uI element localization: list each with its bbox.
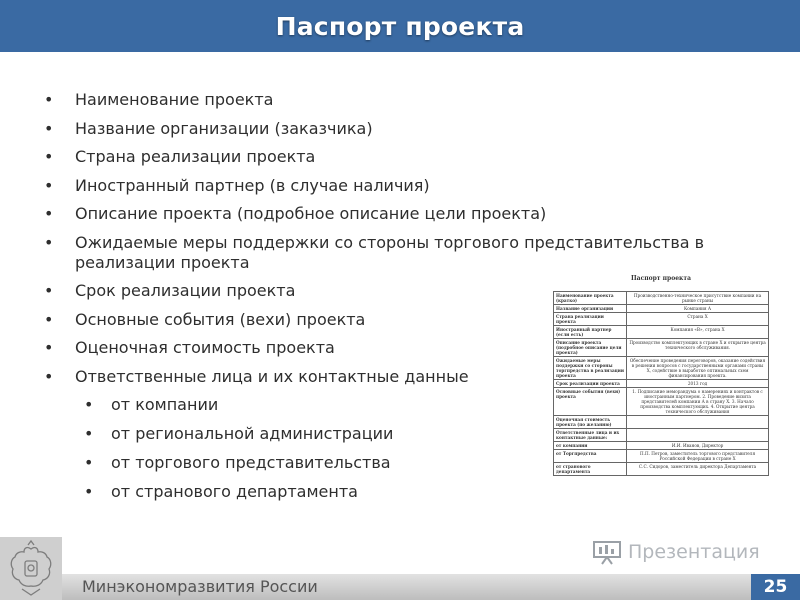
document-row xyxy=(554,339,769,357)
document-field-value xyxy=(627,416,769,429)
document-field-value: Обеспечение проведения переговоров, оказание содействия в решении вопросов с государственными органами страны Х, содействие в выработке оптимальных схем финансирования проекта. xyxy=(627,357,769,380)
document-field-value: Страна Х xyxy=(627,313,769,326)
header-bar xyxy=(0,0,800,52)
document-row xyxy=(554,450,769,463)
page-number: 25 xyxy=(751,574,800,600)
document-field-label: от компании xyxy=(554,442,627,450)
watermark-text: Презентация xyxy=(628,541,760,563)
bullet-item: • Оценочная стоимость проекта xyxy=(44,338,764,358)
document-row xyxy=(554,442,769,450)
document-table xyxy=(553,291,769,476)
sub-bullet-item: • от компании xyxy=(44,395,764,415)
document-row xyxy=(554,292,769,305)
sub-bullet-item: • от странового департамента xyxy=(44,482,764,502)
bullet-item: • Наименование проекта xyxy=(44,90,764,110)
document-field-value: С.С. Сидоров, заместитель директора Департамента xyxy=(627,463,769,476)
document-field-label: Оценочная стоимость проекта (по желанию) xyxy=(554,416,627,429)
document-field-value: Производственно-техническое присутствие компании на рынке страны xyxy=(627,292,769,305)
bullet-item: • Иностранный партнер (в случае наличия) xyxy=(44,176,764,196)
document-row xyxy=(554,388,769,416)
bullet-item: • Ответственные лица и их контактные данные xyxy=(44,367,764,387)
bullet-item: • Основные события (вехи) проекта xyxy=(44,310,764,330)
document-field-value: 1. Подписание меморандума о намерениях и контрактов с иностранным партнером. 2. Проведение визита представителей компании А в страну Х. 3. Начало производства комплектующих. 4. Открытие центра технического обслуживания xyxy=(627,388,769,416)
document-field-label: Страна реализации проекта xyxy=(554,313,627,326)
sub-bullet-item: • от торгового представительства xyxy=(44,453,764,473)
document-field-label: Основные события (вехи) проекта xyxy=(554,388,627,416)
document-row xyxy=(554,463,769,476)
document-field-value: Компания А xyxy=(627,305,769,313)
document-row xyxy=(554,416,769,429)
passport-document-image xyxy=(553,275,769,558)
bullet-item: • Ожидаемые меры поддержки со стороны торгового представительства в реализации проекта xyxy=(44,233,764,273)
document-row xyxy=(554,357,769,380)
document-row xyxy=(554,313,769,326)
bullet-item: • Срок реализации проекта xyxy=(44,281,764,301)
bullet-item: • Описание проекта (подробное описание цели проекта) xyxy=(44,204,764,224)
double-headed-eagle-icon xyxy=(0,537,62,600)
document-field-label: Ожидаемые меры поддержки со стороны торгпредства в реализации проекта xyxy=(554,357,627,380)
ministry-name: Минэкономразвития России xyxy=(82,577,318,596)
document-field-value xyxy=(627,429,769,442)
document-row xyxy=(554,305,769,313)
document-field-label: Ответственные лица и их контактные данные: xyxy=(554,429,627,442)
bullet-item: • Страна реализации проекта xyxy=(44,147,764,167)
document-title: Паспорт проекта xyxy=(631,275,691,282)
document-row xyxy=(554,380,769,388)
sub-bullet-item: • от региональной администрации xyxy=(44,424,764,444)
bullet-item: • Название организации (заказчика) xyxy=(44,119,764,139)
document-field-value: Компания «В», страна Х xyxy=(627,326,769,339)
coat-of-arms-emblem xyxy=(0,537,62,600)
document-field-label: Название организации xyxy=(554,305,627,313)
document-field-label: Срок реализации проекта xyxy=(554,380,627,388)
presentation-icon xyxy=(592,539,622,565)
slide-title: Паспорт проекта xyxy=(275,11,525,41)
document-field-label: Иностранный партнер (если есть) xyxy=(554,326,627,339)
document-field-label: от странового департамента xyxy=(554,463,627,476)
watermark xyxy=(592,534,782,570)
document-field-label: Наименование проекта (кратко) xyxy=(554,292,627,305)
document-field-value: И.И. Иванов, Директор xyxy=(627,442,769,450)
document-field-label: Описание проекта (подробное описание цели проекта) xyxy=(554,339,627,357)
document-row xyxy=(554,429,769,442)
document-field-value: П.П. Петров, заместитель торгового представителя Российской Федерации в стране Х xyxy=(627,450,769,463)
document-field-value: Производство комплектующих в стране Х и открытие центра технического обслуживания. xyxy=(627,339,769,357)
document-field-label: от Торгпредства xyxy=(554,450,627,463)
document-field-value: 2013 год xyxy=(627,380,769,388)
footer-bar xyxy=(0,574,800,600)
document-row xyxy=(554,326,769,339)
